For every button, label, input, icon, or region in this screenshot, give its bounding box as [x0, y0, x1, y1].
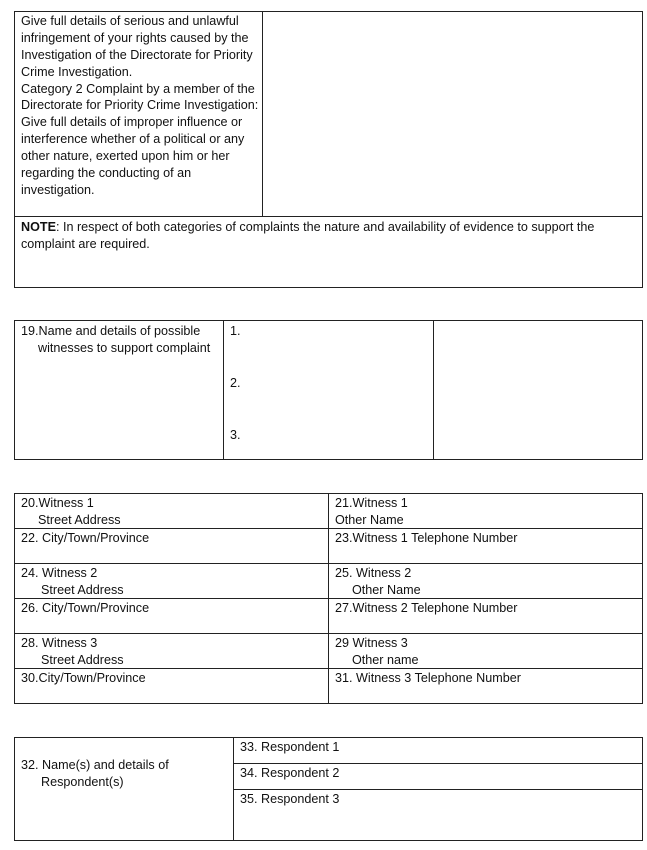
- witness2-other-sub: Other Name: [352, 582, 421, 597]
- complaint-details-label: Give full details of serious and unlawful infringement of your rights caused by the Investigation of the Directorate for Priority Crime Investigation. Category 2 Complaint by a member of the Directorate for Priority Crime Investigation: Give full details of improper influence or interference whether of a political or any other nature, exerted upon him or her regarding the conducting of an investigation.: [21, 14, 259, 197]
- witness1-other-sub: Other Name: [335, 512, 404, 527]
- witness1-other-label: 21.Witness 1: [335, 496, 408, 510]
- witness3-other-sub: Other name: [352, 652, 419, 667]
- witness1-other-name-cell[interactable]: [335, 495, 408, 529]
- respondent-2-cell[interactable]: 34. Respondent 2: [240, 766, 340, 780]
- respondent-1-cell[interactable]: 33. Respondent 1: [240, 740, 340, 754]
- witness-item-1[interactable]: 1.: [230, 324, 241, 338]
- witness2-city-cell[interactable]: 26. City/Town/Province: [21, 601, 150, 615]
- respondent-row-line-2: [233, 789, 643, 790]
- witness1-street-address-cell[interactable]: [21, 495, 121, 529]
- witness1-street-sub: Street Address: [38, 512, 121, 527]
- respondents-label-line2: Respondent(s): [41, 774, 124, 789]
- witness3-street-address-cell[interactable]: [21, 635, 124, 669]
- witness3-street-sub: Street Address: [41, 652, 124, 667]
- witness3-other-name-cell[interactable]: [335, 635, 419, 669]
- witness-item-3[interactable]: 3.: [230, 428, 241, 442]
- row-line-2: [14, 563, 643, 564]
- witness2-street-sub: Street Address: [41, 582, 124, 597]
- witnesses-extra-field[interactable]: [435, 321, 641, 458]
- note-body: : In respect of both categories of complaints the nature and availability of evidence to support the complaint are required.: [21, 220, 595, 251]
- witness3-city-cell[interactable]: 30.City/Town/Province: [21, 671, 146, 685]
- witness2-phone-cell[interactable]: 27.Witness 2 Telephone Number: [335, 601, 518, 615]
- respondent-row-line-1: [233, 763, 643, 764]
- witness1-phone-cell[interactable]: 23.Witness 1 Telephone Number: [335, 531, 518, 545]
- row-line-4: [14, 633, 643, 634]
- note-text: [21, 219, 636, 253]
- note-divider: [14, 216, 643, 217]
- complaint-details-divider: [262, 11, 263, 217]
- witnesses-label-line2: witnesses to support complaint: [38, 340, 211, 355]
- witness3-other-label: 29 Witness 3: [335, 636, 408, 650]
- witnesses-label: [21, 323, 221, 357]
- witness2-other-name-cell[interactable]: [335, 565, 421, 599]
- witness3-street-label: 28. Witness 3: [21, 636, 98, 650]
- note-label: NOTE: [21, 220, 56, 234]
- complaint-details-field[interactable]: [264, 12, 641, 215]
- witness3-phone-cell[interactable]: 31. Witness 3 Telephone Number: [335, 671, 521, 685]
- witness2-street-address-cell[interactable]: [21, 565, 124, 599]
- witnesses-label-line1: 19.Name and details of possible: [21, 324, 201, 338]
- witness1-city-cell[interactable]: 22. City/Town/Province: [21, 531, 150, 545]
- witnesses-divider-1: [223, 320, 224, 460]
- respondents-label: [21, 757, 231, 791]
- respondent-3-cell[interactable]: 35. Respondent 3: [240, 792, 340, 806]
- respondents-label-line1: 32. Name(s) and details of: [21, 758, 169, 772]
- witness2-street-label: 24. Witness 2: [21, 566, 98, 580]
- witness2-other-label: 25. Witness 2: [335, 566, 412, 580]
- witness1-street-label: 20.Witness 1: [21, 496, 94, 510]
- witnesses-divider-2: [433, 320, 434, 460]
- witness-item-2[interactable]: 2.: [230, 376, 241, 390]
